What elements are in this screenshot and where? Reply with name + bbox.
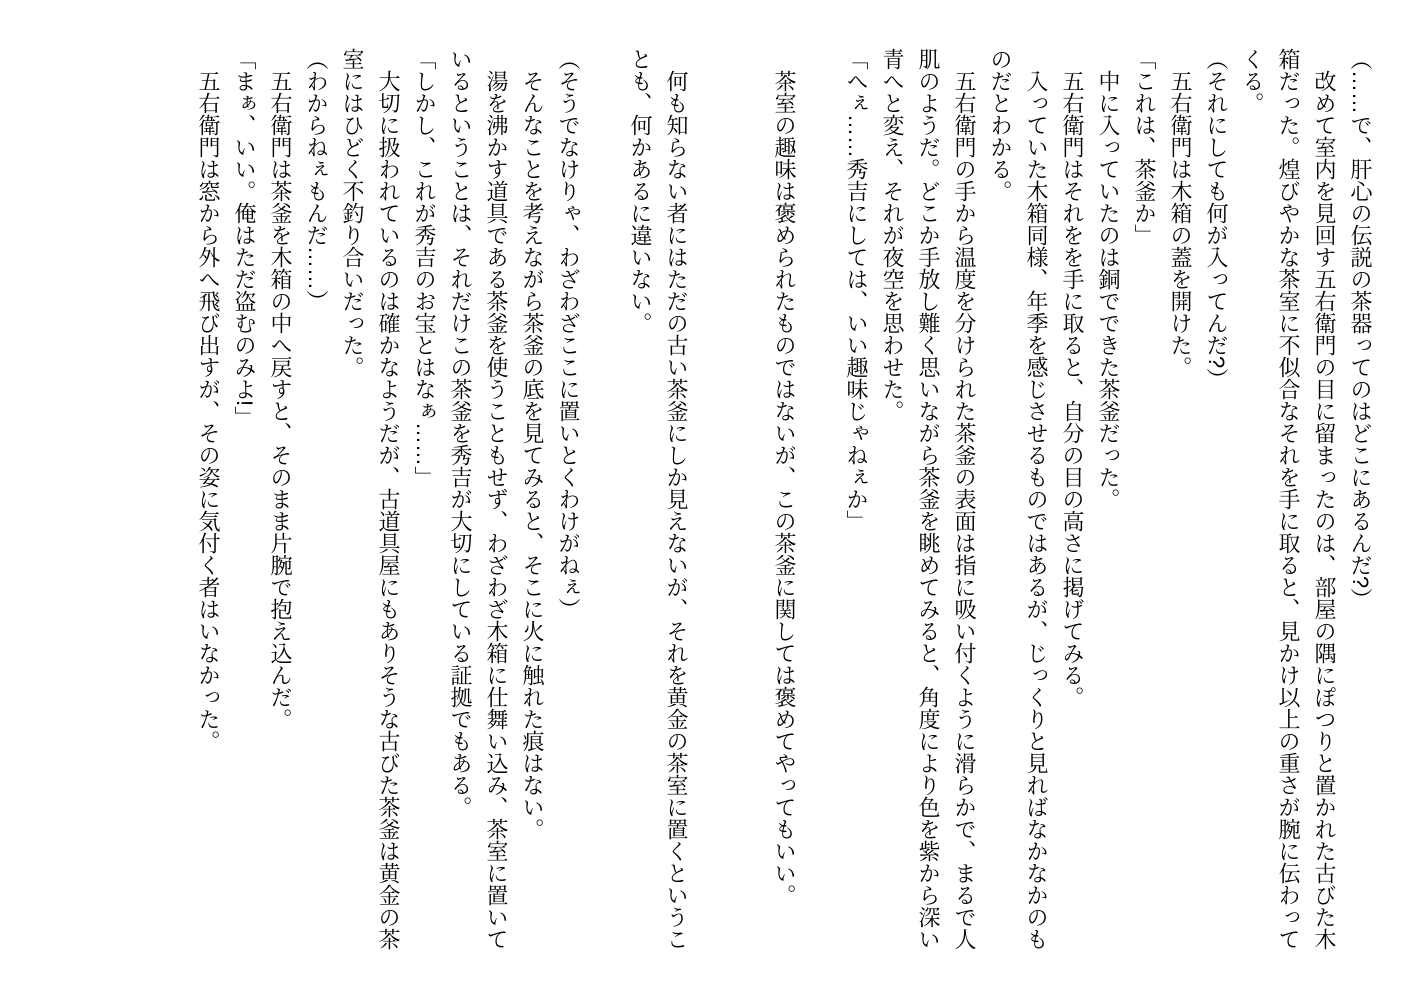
text-line: とも、何かあるに違いない。 — [628, 48, 653, 334]
text-line: 五右衛門は窓から外へ飛び出すが、その姿に気付く者はいなかった。 — [196, 70, 221, 752]
text-line: 肌のようだ。どこか手放し難く思いながら茶釜を眺めてみると、角度により色を紫から深い — [916, 48, 941, 950]
text-line: 五右衛門は茶釜を木箱の中へ戻すと、そのまま片腕で抱え込んだ。 — [268, 70, 293, 730]
text-line: （それにしても何が入ってんだ?） — [1204, 48, 1229, 391]
text-line: 五右衛門はそれをを手に取ると、自分の目の高さに掲げてみる。 — [1060, 70, 1085, 708]
text-line: 「まぁ、いい。俺はただ盗むのみよ!」 — [232, 48, 257, 429]
text-line: 中に入っていたのは銅でできた茶釜だった。 — [1096, 70, 1121, 510]
text-line: 「へぇ……秀吉にしては、いい趣味じゃねぇか」 — [844, 48, 869, 532]
text-line: （……で、肝心の伝説の茶器ってのはどこにあるんだ?） — [1348, 48, 1373, 611]
blank-line — [694, 48, 730, 964]
text-line: そんなことを考えながら茶釜の底を見てみると、そこに火に触れた痕はない。 — [520, 70, 545, 840]
text-line: （そうでなけりゃ、わざわざここに置いとくわけがねぇ） — [556, 48, 581, 620]
text-line: 室にはひどく不釣り合いだった。 — [340, 48, 365, 378]
text-line: 改めて室内を見回す五右衛門の目に留まったのは、部屋の隅にぽつりと置かれた古びた木 — [1312, 70, 1337, 950]
text-line: 茶室の趣味は褒められたものではないが、この茶釜に関しては褒めてやってもいい。 — [772, 70, 797, 906]
text-line: 五右衛門の手から温度を分けられた茶釜の表面は指に吸い付くように滑らかで、まるで人 — [952, 70, 977, 950]
text-line: 青へと変え、それが夜空を思わせた。 — [880, 48, 905, 422]
text-line: くる。 — [1240, 48, 1265, 114]
text-line: 大切に扱われているのは確かなようだが、古道具屋にもありそうな古びた茶釜は黄金の茶 — [376, 70, 401, 950]
blank-line — [802, 48, 838, 964]
text-line: のだとわかる。 — [988, 48, 1013, 202]
text-line: いるということは、それだけこの茶釜を秀吉が大切にしている証拠でもある。 — [448, 48, 473, 818]
vertical-text-block — [190, 48, 1378, 964]
text-line: 「しかし、これが秀吉のお宝とはなぁ……」 — [412, 48, 437, 488]
text-line: 何も知らない者にはただの古い茶釜にしか見えないが、それを黄金の茶室に置くというこ — [664, 70, 689, 950]
text-line: 箱だった。煌びやかな茶室に不似合なそれを手に取ると、見かけ以上の重さが腕に伝わって — [1276, 48, 1301, 950]
text-line: （わからねぇもんだ……） — [304, 48, 329, 312]
text-line: 湯を沸かす道具である茶釜を使うこともせず、わざわざ木箱に仕舞い込み、茶室に置いて — [484, 70, 509, 950]
text-line: 五右衛門は木箱の蓋を開けた。 — [1168, 70, 1193, 378]
blank-line — [730, 48, 766, 964]
text-line: 「これは、茶釜か」 — [1132, 48, 1157, 246]
blank-line — [586, 48, 622, 964]
text-line: 入っていた木箱同様、年季を感じさせるものではあるが、じっくりと見ればなかなかのも — [1024, 70, 1049, 950]
